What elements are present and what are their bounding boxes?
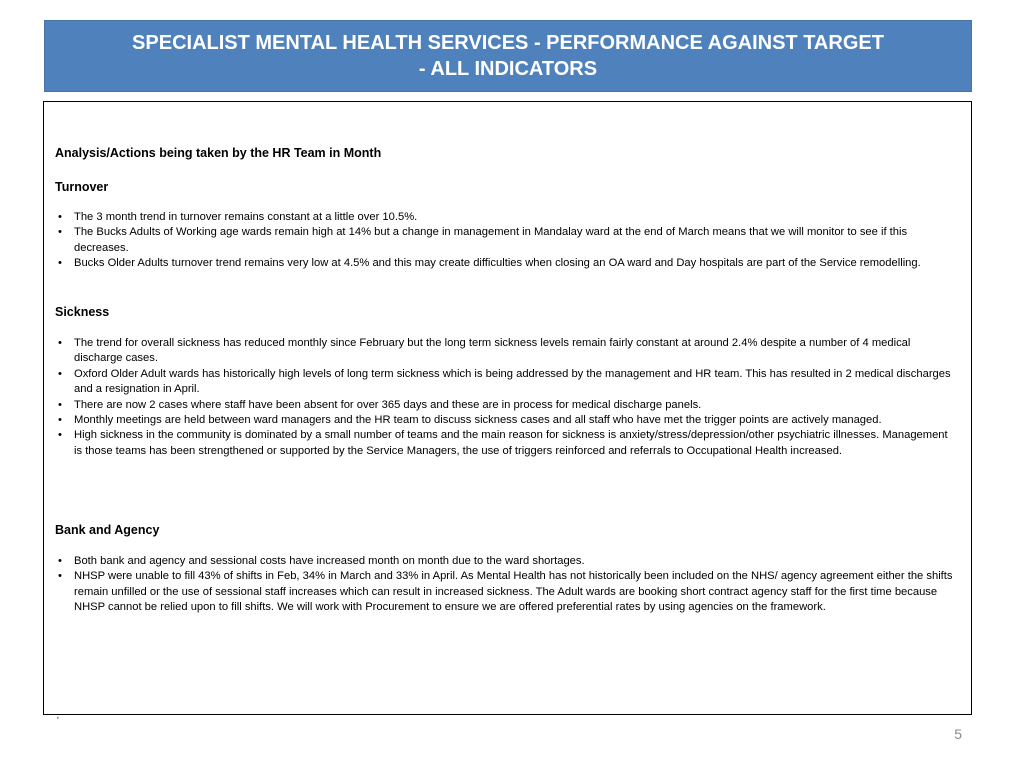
bullet-marker: • — [58, 555, 62, 567]
list-item — [55, 413, 955, 428]
list-item — [55, 428, 955, 459]
list-item — [55, 398, 955, 413]
bullet-marker: • — [58, 226, 62, 239]
bullet-text: Monthly meetings are held between ward managers and the HR team to discuss sickness cases and all staff who have met the trigger points are actively managed. — [74, 414, 882, 427]
content-box — [43, 101, 972, 715]
bullet-marker: • — [58, 211, 62, 223]
bullet-text: NHSP were unable to fill 43% of shifts in Feb, 34% in March and 33% in April. As Mental Health has not historically been included on the NHS/ agency agreement either the shifts remain unfilled or the use of sessional staff increases which can result in increased sickness. The Adult wards are booking short contract agency staff for the first time because NHSP cannot be relied upon to fill shifts. We will work with Procurement to ensure we are offered preferential rates by using agencies on the framework. — [74, 570, 953, 614]
bullet-text: Bucks Older Adults turnover trend remains very low at 4.5% and this may create difficulties when closing an OA ward and Day hospitals are part of the Service remodelling. — [74, 257, 921, 270]
bullet-marker: • — [58, 337, 62, 349]
analysis-heading: Analysis/Actions being taken by the HR Team in Month — [55, 146, 382, 160]
bullet-marker: • — [58, 398, 62, 411]
list-item — [55, 256, 955, 271]
bullet-text: Both bank and agency and sessional costs have increased month on month due to the ward shortages. — [74, 555, 585, 567]
bullet-marker: • — [58, 257, 62, 270]
turnover-heading: Turnover — [55, 180, 109, 194]
list-item — [55, 336, 955, 367]
bullet-marker: • — [58, 570, 62, 583]
bullet-marker: • — [58, 367, 62, 380]
turnover-list — [55, 210, 955, 272]
bullet-text: The trend for overall sickness has reduced monthly since February but the long term sickness levels remain fairly constant at around 2.4% despite a number of 4 medical discharge cases. — [74, 337, 911, 365]
list-item — [55, 367, 955, 398]
bullet-text: High sickness in the community is dominated by a small number of teams and the main reason for sickness is anxiety/stress/depression/other psychiatric illnesses. Management is those teams has been strengthened or supported by the Service Managers, the use of triggers reinforced and referrals to Occupational Health increased. — [74, 429, 948, 457]
list-item — [55, 225, 955, 256]
slide-header — [44, 20, 972, 92]
slide-title-line-1: SPECIALIST MENTAL HEALTH SERVICES - PERFORMANCE AGAINST TARGET — [132, 32, 884, 54]
bank-agency-heading: Bank and Agency — [55, 523, 160, 537]
stray-mark: · — [56, 712, 60, 724]
bullet-text: There are now 2 cases where staff have been absent for over 365 days and these are in process for medical discharge panels. — [74, 398, 702, 411]
bullet-text: The 3 month trend in turnover remains constant at a little over 10.5%. — [74, 211, 418, 223]
slide-title-line-2: - ALL INDICATORS — [418, 58, 598, 80]
list-item — [55, 569, 955, 615]
bullet-text: Oxford Older Adult wards has historically high levels of long term sickness which is being addressed by the management and HR team. This has resulted in 2 medical discharges and a resignation in April. — [74, 367, 951, 396]
bullet-marker: • — [58, 429, 62, 442]
page-number: 5 — [954, 726, 962, 742]
bank-agency-list — [55, 554, 955, 616]
sickness-list — [55, 336, 955, 459]
list-item — [55, 210, 955, 225]
sickness-heading: Sickness — [55, 305, 110, 319]
bullet-text: The Bucks Adults of Working age wards remain high at 14% but a change in management in Mandalay ward at the end of March means that we will monitor to see if this decreases. — [74, 226, 908, 254]
list-item — [55, 554, 955, 569]
bullet-marker: • — [58, 414, 62, 427]
